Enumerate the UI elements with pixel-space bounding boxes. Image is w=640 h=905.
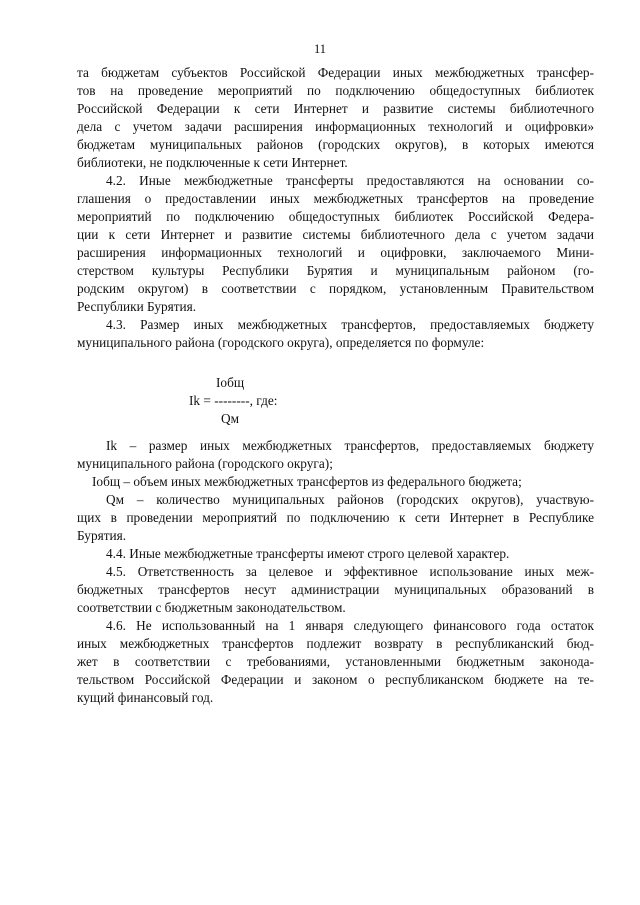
paragraph-line: Российской Федерации к сети Интернет и развитие системы библиотечного bbox=[77, 101, 594, 116]
definition-line: Ik – размер иных межбюджетных трансфертов, предоставляемых бюджету bbox=[106, 438, 594, 453]
paragraph-line: иных межбюджетных трансфертов подлежит возврату в республиканский бюд- bbox=[77, 636, 594, 651]
paragraph-line: тов на проведение мероприятий по подключению общедоступных библиотек bbox=[77, 83, 594, 98]
paragraph-line: 4.4. Иные межбюджетные трансферты имеют строго целевой характер. bbox=[106, 546, 510, 561]
paragraph-line: Республики Бурятия. bbox=[77, 299, 197, 314]
paragraph-line: 4.6. Не использованный на 1 января следующего финансового года остаток bbox=[106, 618, 594, 633]
paragraph-line: муниципального района (городского округа), определяется по формуле: bbox=[77, 335, 485, 350]
paragraph-line: тельством Российской Федерации и законом о республиканском бюджете на те- bbox=[77, 672, 594, 687]
paragraph-line: глашения о предоставлении иных межбюджетных трансфертов на проведение bbox=[77, 191, 594, 206]
definition-line: щих в проведении мероприятий по подключению к сети Интернет в Республике bbox=[77, 510, 594, 525]
paragraph-line: мероприятий по подключению общедоступных библиотек Российской Федера- bbox=[77, 209, 594, 224]
paragraph-line: родским округом) в соответствии с порядком, установленным Правительством bbox=[77, 281, 594, 296]
paragraph-line: 4.3. Размер иных межбюджетных трансфертов, предоставляемых бюджету bbox=[106, 317, 594, 332]
formula-denominator: Qм bbox=[221, 411, 240, 426]
paragraph-line: кущий финансовый год. bbox=[77, 690, 214, 705]
paragraph-line: бюджетных трансфертов несут администрации муниципальных образований в bbox=[77, 582, 594, 597]
paragraph-line: 4.5. Ответственность за целевое и эффективное использование иных меж- bbox=[106, 564, 594, 579]
formula-line: Ik = --------, где: bbox=[189, 393, 278, 408]
paragraph-line: дела с учетом задачи расширения информационных технологий и оцифровки» bbox=[77, 119, 594, 134]
paragraph-line: ции к сети Интернет и развитие системы библиотечного дела с учетом задачи bbox=[77, 227, 594, 242]
formula-numerator: Iобщ bbox=[216, 375, 245, 390]
paragraph-line: библиотеки, не подключенные к сети Интернет. bbox=[77, 155, 348, 170]
paragraph-line: расширения информационных технологий и оцифровки, заключаемого Мини- bbox=[77, 245, 594, 260]
paragraph-line: соответствии с бюджетным законодательством. bbox=[77, 600, 346, 615]
paragraph-line: бюджетам муниципальных районов (городских округов), в которых имеются bbox=[77, 137, 594, 152]
definition-line: Бурятия. bbox=[77, 528, 127, 543]
page-number: 11 bbox=[313, 42, 327, 56]
paragraph-line: жет в соответствии с требованиями, установленными бюджетным законода- bbox=[77, 654, 594, 669]
definition-line: Iобщ – объем иных межбюджетных трансфертов из федерального бюджета; bbox=[92, 474, 522, 489]
definition-line: Qм – количество муниципальных районов (городских округов), участвую- bbox=[106, 492, 594, 507]
paragraph-line: та бюджетам субъектов Российской Федерации иных межбюджетных трансфер- bbox=[77, 65, 594, 80]
paragraph-line: стерством культуры Республики Бурятия и муниципальным районом (го- bbox=[77, 263, 594, 278]
paragraph-line: 4.2. Иные межбюджетные трансферты предоставляются на основании со- bbox=[106, 173, 594, 188]
definition-line: муниципального района (городского округа); bbox=[77, 456, 333, 471]
